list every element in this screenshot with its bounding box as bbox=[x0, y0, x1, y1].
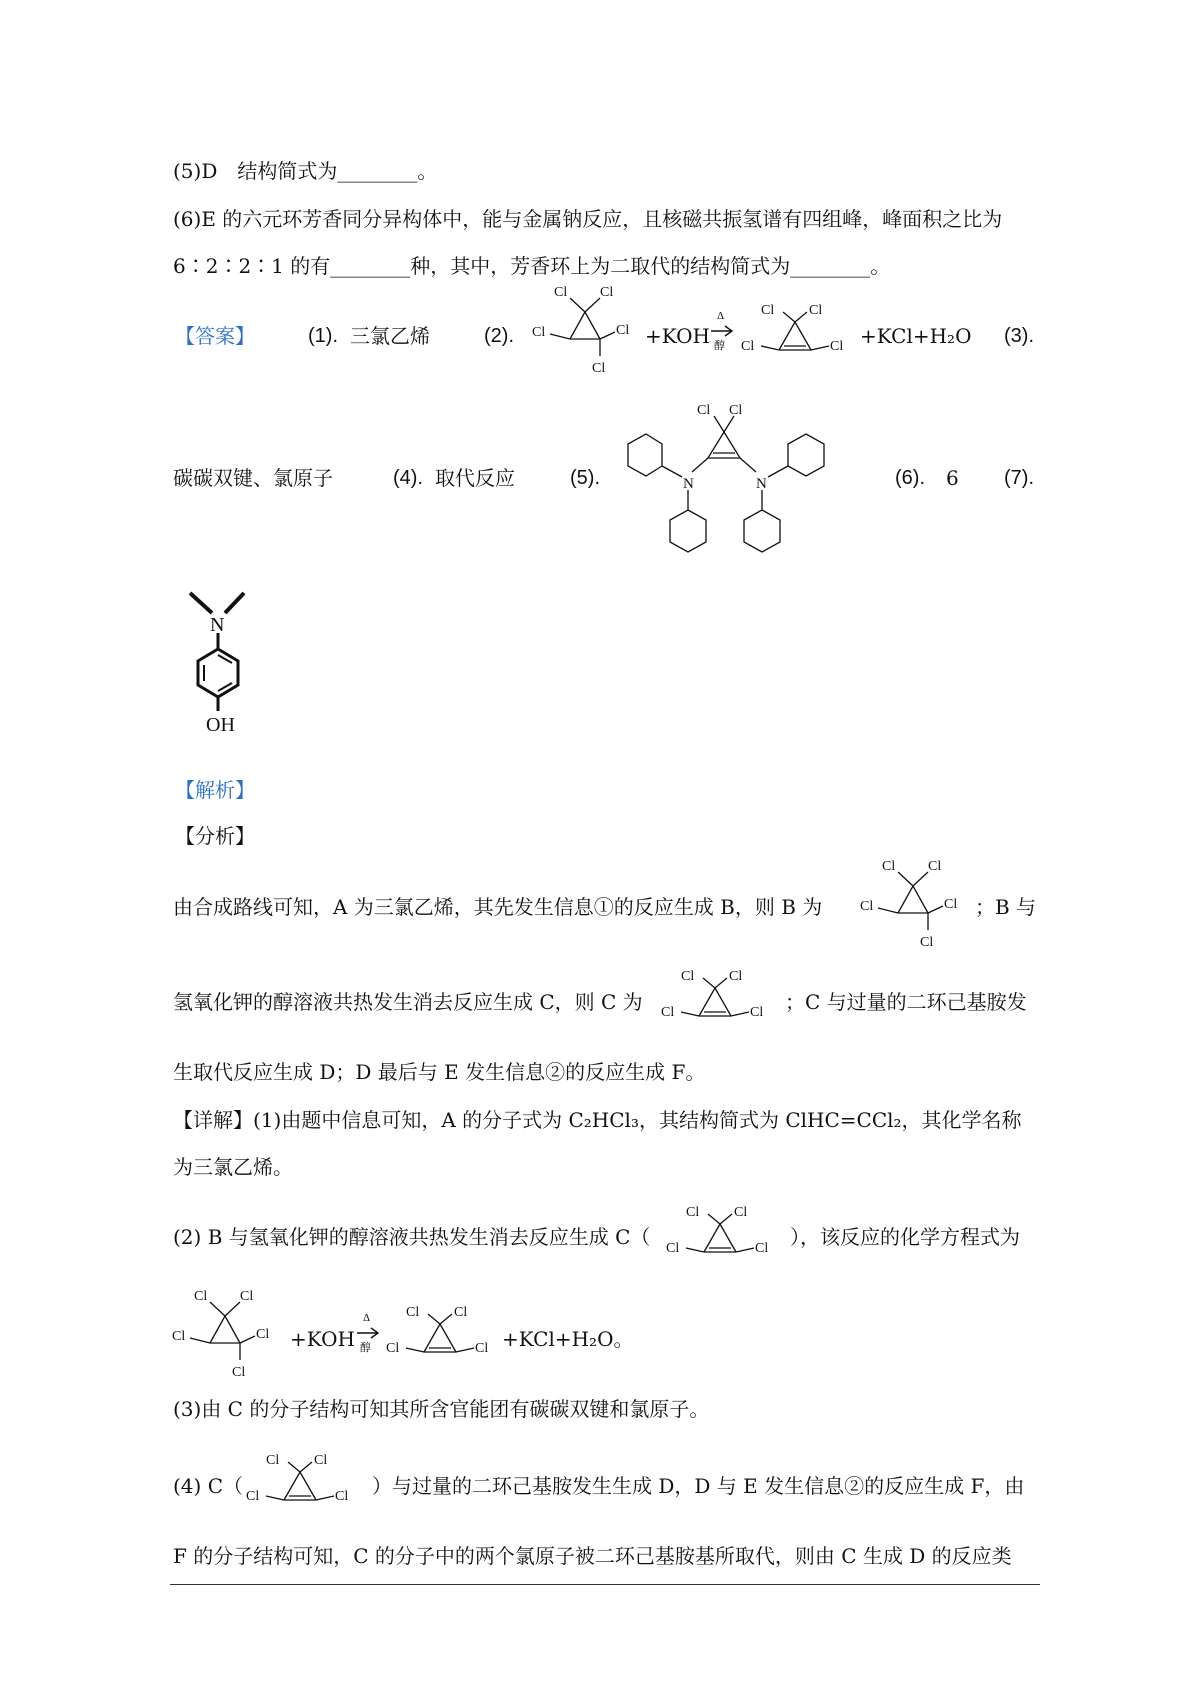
atom-label: Cl bbox=[755, 1241, 769, 1256]
detail-2b: ），该反应的化学方程式为 bbox=[790, 1225, 1020, 1249]
analysis-p1b: ；B 与 bbox=[975, 895, 1037, 919]
atom-label: Cl bbox=[734, 1205, 748, 1220]
answer-4: 取代反应 bbox=[435, 466, 515, 490]
answer-6-number: (6). bbox=[895, 467, 925, 489]
atom-label: Cl bbox=[256, 1327, 270, 1342]
analysis-p2a: 氢氧化钾的醇溶液共热发生消去反应生成 C，则 C 为 bbox=[173, 990, 643, 1014]
atom-label: Cl bbox=[729, 403, 743, 418]
atom-label: Cl bbox=[830, 339, 844, 354]
molecule-answer-7 bbox=[180, 585, 260, 745]
answer-4-number: (4). bbox=[393, 467, 423, 489]
products: +KCl+H₂O bbox=[860, 324, 972, 348]
molecule-c-analysis bbox=[655, 969, 775, 1036]
atom-label: Cl bbox=[232, 1365, 246, 1380]
molecule-d bbox=[612, 392, 862, 562]
atom-label: Cl bbox=[920, 935, 934, 950]
molecule-c-detail-4 bbox=[240, 1453, 360, 1520]
atom-label: Cl bbox=[944, 897, 958, 912]
heat-label: Δ bbox=[363, 1312, 371, 1324]
molecule-c-detail bbox=[660, 1205, 780, 1272]
analysis-p2b: ；C 与过量的二环己基胺发 bbox=[785, 990, 1027, 1014]
answer-tag: 【答案】 bbox=[175, 324, 255, 348]
atom-label: Cl bbox=[882, 859, 896, 874]
atom-label: Cl bbox=[592, 361, 606, 376]
detail-2a: (2) B 与氢氧化钾的醇溶液共热发生消去反应生成 C（ bbox=[173, 1225, 651, 1249]
atom-label: Cl bbox=[860, 899, 874, 914]
atom-label: Cl bbox=[554, 285, 568, 300]
atom-label: Cl bbox=[406, 1305, 420, 1320]
heat-label: Δ bbox=[717, 310, 725, 322]
molecule-c-answer bbox=[735, 303, 855, 370]
atom-label: Cl bbox=[741, 339, 755, 354]
atom-label: Cl bbox=[661, 1005, 675, 1020]
detail-1: 【详解】(1)由题中信息可知，A 的分子式为 C₂HCl₃，其结构简式为 ClHC=CCl₂，其化学名称 bbox=[173, 1108, 1022, 1132]
detail-2-products: +KCl+H₂O。 bbox=[502, 1327, 634, 1351]
koh-detail: +KOH bbox=[290, 1327, 355, 1351]
atom-label: Cl bbox=[681, 969, 695, 984]
atom-label: Cl bbox=[386, 1341, 400, 1356]
atom-label: Cl bbox=[475, 1341, 489, 1356]
atom-label: N bbox=[210, 614, 225, 636]
atom-label: Cl bbox=[928, 859, 942, 874]
analysis-p1a: 由合成路线可知，A 为三氯乙烯，其先发生信息①的反应生成 B，则 B 为 bbox=[173, 895, 823, 919]
molecule-b-detail bbox=[170, 1289, 280, 1382]
reaction-arrow bbox=[707, 306, 737, 352]
atom-label: Cl bbox=[666, 1241, 680, 1256]
atom-label: Cl bbox=[266, 1453, 280, 1468]
atom-label: Cl bbox=[616, 323, 630, 338]
detail-4a: (4) C（ bbox=[173, 1474, 243, 1498]
detail-1b: 为三氯乙烯。 bbox=[173, 1155, 293, 1179]
atom-label: Cl bbox=[761, 303, 775, 318]
answer-7-number: (7). bbox=[1004, 467, 1034, 489]
atom-label: N bbox=[756, 476, 767, 492]
answer-1-number: (1). bbox=[308, 325, 338, 347]
question-6-line-2: 6∶2∶2∶1 的有________种，其中，芳香环上为二取代的结构简式为________。 bbox=[173, 254, 891, 278]
answer-3: 碳碳双键、氯原子 bbox=[173, 466, 333, 490]
reaction-arrow-detail bbox=[353, 1308, 383, 1354]
answer-6: 6 bbox=[946, 466, 959, 490]
detail-4b: ）与过量的二环己基胺发生生成 D，D 与 E 发生信息②的反应生成 F，由 bbox=[372, 1474, 1025, 1498]
atom-label: Cl bbox=[240, 1289, 254, 1304]
jiexi-heading: 【解析】 bbox=[175, 778, 255, 802]
question-5: (5)D 结构简式为________。 bbox=[173, 159, 438, 183]
atom-label: Cl bbox=[246, 1489, 260, 1504]
detail-4c: F 的分子结构可知，C 的分子中的两个氯原子被二环己基胺基所取代，则由 C 生成 D 的反应类 bbox=[173, 1544, 1012, 1568]
koh: +KOH bbox=[645, 324, 710, 348]
detail-3: (3)由 C 的分子结构可知其所含官能团有碳碳双键和氯原子。 bbox=[173, 1397, 710, 1421]
question-6-line-1: (6)E 的六元环芳香同分异构体中，能与金属钠反应，且核磁共振氢谱有四组峰，峰面积之比为 bbox=[173, 207, 1003, 231]
answer-1: 三氯乙烯 bbox=[350, 324, 430, 348]
solvent-label: 醇 bbox=[360, 1342, 371, 1354]
answer-5-number: (5). bbox=[570, 467, 600, 489]
atom-label: Cl bbox=[729, 969, 743, 984]
atom-label: Cl bbox=[335, 1489, 349, 1504]
fenxi-heading: 【分析】 bbox=[175, 824, 255, 848]
atom-label: OH bbox=[206, 714, 235, 736]
atom-label: Cl bbox=[172, 1329, 186, 1344]
molecule-c-detail-eq bbox=[380, 1305, 500, 1372]
atom-label: Cl bbox=[809, 303, 823, 318]
solvent-label: 醇 bbox=[714, 340, 725, 352]
molecule-b-answer bbox=[530, 285, 640, 378]
atom-label: Cl bbox=[532, 325, 546, 340]
molecule-b-analysis bbox=[858, 859, 968, 952]
atom-label: Cl bbox=[697, 403, 711, 418]
atom-label: Cl bbox=[600, 285, 614, 300]
atom-label: Cl bbox=[750, 1005, 764, 1020]
footer-rule bbox=[170, 1584, 1040, 1585]
atom-label: N bbox=[683, 476, 694, 492]
atom-label: Cl bbox=[194, 1289, 208, 1304]
atom-label: Cl bbox=[686, 1205, 700, 1220]
atom-label: Cl bbox=[314, 1453, 328, 1468]
analysis-p3: 生取代反应生成 D；D 最后与 E 发生信息②的反应生成 F。 bbox=[173, 1060, 706, 1084]
answer-3-number: (3). bbox=[1004, 325, 1034, 347]
answer-2-number: (2). bbox=[484, 325, 514, 347]
atom-label: Cl bbox=[454, 1305, 468, 1320]
